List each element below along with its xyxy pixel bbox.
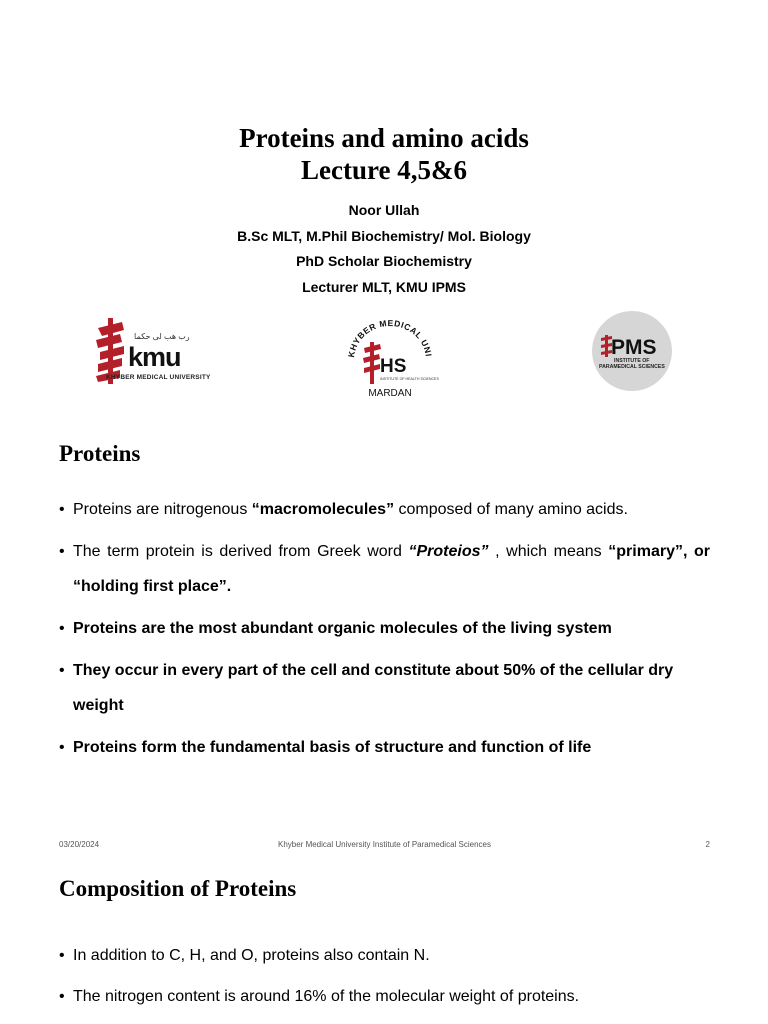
list-item: • Proteins form the fundamental basis of structure and function of life bbox=[59, 730, 710, 765]
list-item: • The term protein is derived from Greek word “Proteios” , which means “primary”, or “holding first place”. bbox=[59, 534, 710, 604]
footer-page-number: 2 bbox=[705, 840, 710, 849]
pms-sub2-text: PARAMEDICAL SCIENCES bbox=[599, 364, 665, 370]
ihs-emblem-icon bbox=[340, 318, 440, 390]
proteins-heading: Proteins bbox=[59, 441, 141, 466]
ihs-small-text: INSTITUTE OF HEALTH SCIENCES bbox=[380, 377, 439, 381]
list-item: • Proteins are nitrogenous “macromolecules” composed of many amino acids. bbox=[59, 492, 710, 527]
svg-text:KHYBER MEDICAL UNIVERSITY bbox=[340, 318, 434, 358]
footer-date: 03/20/2024 bbox=[59, 840, 100, 849]
author-info bbox=[0, 198, 768, 300]
composition-heading: Composition of Proteins bbox=[59, 876, 297, 901]
author-status: PhD Scholar Biochemistry bbox=[296, 253, 472, 269]
title-block bbox=[0, 122, 768, 186]
ihs-location: MARDAN bbox=[368, 388, 412, 399]
author-degree: B.Sc MLT, M.Phil Biochemistry/ Mol. Biology bbox=[237, 227, 531, 244]
author-position: Lecturer MLT, KMU IPMS bbox=[302, 278, 466, 295]
pms-mark-text: PMS bbox=[611, 336, 657, 359]
list-item: • The nitrogen content is around 16% of the molecular weight of proteins. bbox=[59, 979, 710, 1014]
pms-sub1-text: INSTITUTE OF bbox=[614, 358, 650, 364]
kmu-subtitle: KHYBER MEDICAL UNIVERSITY bbox=[106, 374, 211, 381]
ipms-logo bbox=[592, 311, 672, 391]
kmu-urdu-text: رب هب لی حکما bbox=[134, 332, 190, 341]
footer-institution: Khyber Medical University Institute of Paramedical Sciences bbox=[278, 840, 491, 849]
lecture-title: Proteins and amino acids bbox=[239, 123, 529, 153]
ipms-emblem-icon bbox=[592, 311, 672, 391]
list-item: • In addition to C, H, and O, proteins also contain N. bbox=[59, 938, 710, 973]
slide-footer bbox=[59, 840, 710, 854]
list-item: • They occur in every part of the cell and constitute about 50% of the cellular dry weight bbox=[59, 653, 710, 723]
list-item: • Proteins are the most abundant organic molecules of the living system bbox=[59, 611, 710, 646]
ihs-ring-text: KHYBER MEDICAL UNI bbox=[346, 318, 434, 359]
kmu-wordmark: kmu bbox=[128, 342, 181, 372]
kmu-logo bbox=[94, 318, 211, 384]
ihs-mardan-logo bbox=[340, 318, 440, 402]
ihs-mark-text: HS bbox=[380, 356, 407, 377]
author-name: Noor Ullah bbox=[348, 202, 420, 218]
composition-bullet-list bbox=[59, 938, 710, 1014]
lecture-number: Lecture 4,5&6 bbox=[301, 155, 467, 185]
proteins-bullet-list bbox=[59, 492, 710, 765]
